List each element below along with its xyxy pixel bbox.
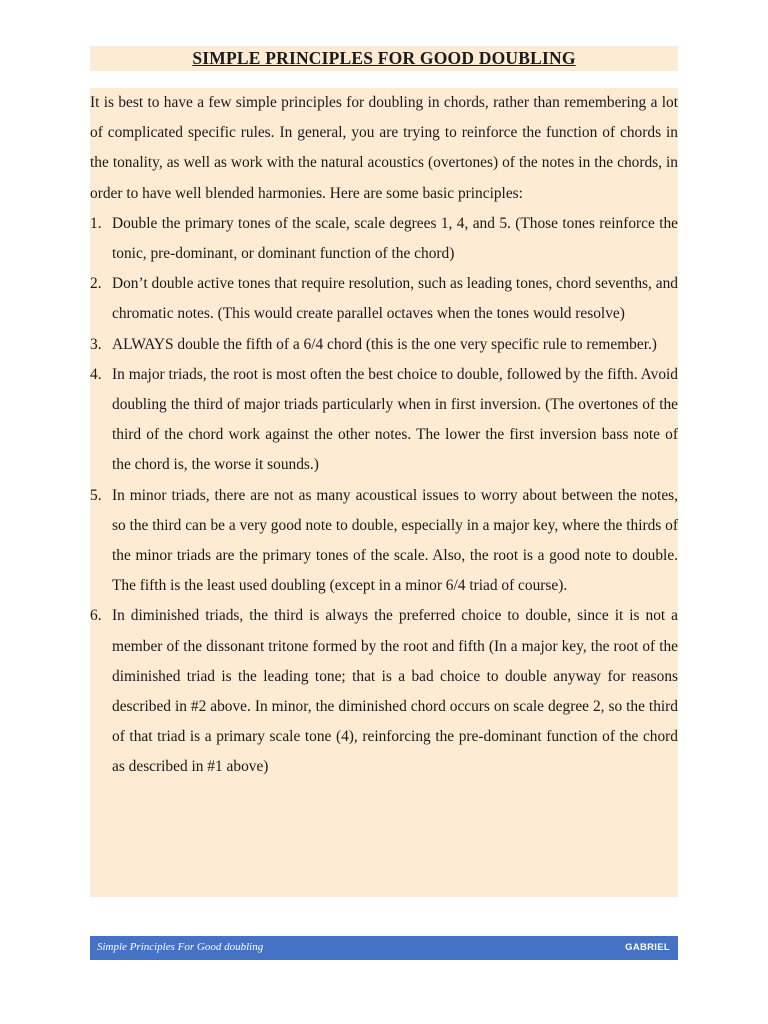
title-band	[90, 46, 678, 71]
list-item-text: In diminished triads, the third is always the preferred choice to double, since it is not a member of the dissonant tritone formed by the root and fifth (In a major key, the root of the diminished triad is the leading tone; that is a bad choice to double anyway for reasons described in #2 above. In minor, the diminished chord occurs on scale degree 2, so the third of that triad is a primary scale tone (4), reinforcing the pre-dominant function of the chord as described in #1 above)	[112, 607, 678, 776]
list-item-text: Don’t double active tones that require resolution, such as leading tones, chord sevenths, and chromatic notes. (This would create parallel octaves when the tones would resolve)	[112, 275, 678, 323]
list-item	[90, 360, 678, 481]
footer-document-title: Simple Principles For Good doubling	[97, 941, 264, 953]
list-item-text: In major triads, the root is most often the best choice to double, followed by the fifth. Avoid doubling the third of major triads particularly when in first inversion. (The overtones of the third of the chord work against the other notes. The lower the first inversion bass note of the chord is, the worse it sounds.)	[112, 365, 678, 474]
list-item	[90, 481, 678, 602]
list-number: 2.	[90, 275, 102, 293]
footer-bar	[90, 936, 678, 960]
list-number: 5.	[90, 486, 102, 504]
footer-author: GABRIEL	[625, 942, 670, 953]
list-number: 4.	[90, 365, 102, 383]
list-item	[90, 601, 678, 782]
list-number: 1.	[90, 214, 102, 232]
intro-paragraph: It is best to have a few simple principles for doubling in chords, rather than remembering a lot of complicated specific rules. In general, you are trying to reinforce the function of chords in the tonality, as well as work with the natural acoustics (overtones) of the notes in the chords, in order to have well blended harmonies. Here are some basic principles:	[90, 94, 678, 202]
list-number: 6.	[90, 607, 102, 625]
document-body	[90, 88, 678, 897]
list-item-text: ALWAYS double the fifth of a 6/4 chord (this is the one very specific rule to remember.)	[112, 335, 657, 353]
list-item-text: Double the primary tones of the scale, scale degrees 1, 4, and 5. (Those tones reinforce the tonic, pre-dominant, or dominant function of the chord)	[112, 214, 678, 263]
list-item-text: In minor triads, there are not as many acoustical issues to worry about between the notes, so the third can be a very good note to double, especially in a major key, where the thirds of the minor triads are the primary tones of the scale. Also, the root is a good note to double. The fifth is the least used doubling (except in a minor 6/4 triad of course).	[112, 486, 678, 595]
list-item	[90, 269, 678, 329]
list-item	[90, 209, 678, 269]
page-title: SIMPLE PRINCIPLES FOR GOOD DOUBLING	[192, 48, 576, 68]
list-item	[90, 330, 678, 360]
principles-list	[90, 209, 678, 783]
list-number: 3.	[90, 335, 102, 353]
